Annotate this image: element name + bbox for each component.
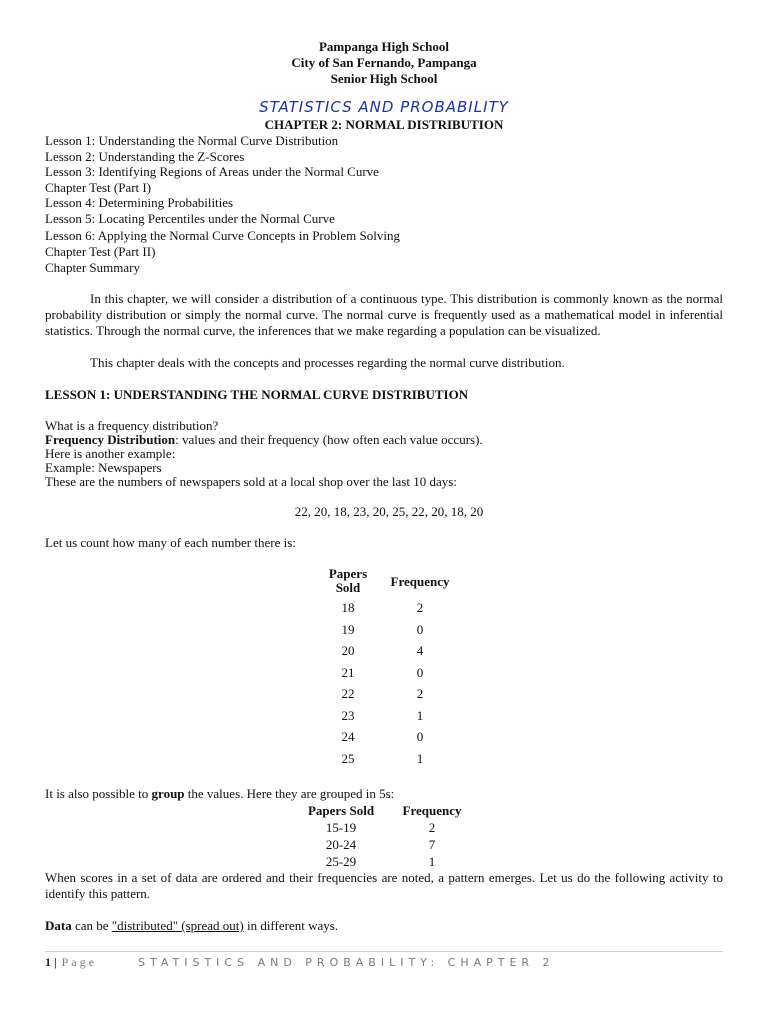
frequency-cell: 2 <box>416 686 424 701</box>
school-level: Senior High School <box>330 71 438 86</box>
table-header-frequency: Frequency <box>390 574 450 589</box>
frequency-cell: 1 <box>416 707 424 723</box>
table-header-papers-sold <box>318 567 378 595</box>
data-post: in different ways. <box>243 918 339 933</box>
papers-sold-cell: 18 <box>341 600 355 615</box>
lesson-item: Lesson 1: Understanding the Normal Curve Distribution <box>45 133 339 148</box>
numbers-list: 22, 20, 18, 23, 20, 25, 22, 20, 18, 20 <box>294 504 484 519</box>
group-pre: It is also possible to <box>45 786 152 801</box>
lesson-item: Lesson 6: Applying the Normal Curve Concepts in Problem Solving <box>45 228 400 243</box>
school-name: Pampanga High School <box>318 39 450 54</box>
papers-sold-cell: 23 <box>341 707 355 723</box>
page-number: 1 <box>45 955 51 969</box>
lesson-item: Lesson 3: Identifying Regions of Areas under the Normal Curve <box>45 164 379 179</box>
papers-sold-cell: 21 <box>341 664 355 680</box>
lesson1-heading: LESSON 1: UNDERSTANDING THE NORMAL CURVE DISTRIBUTION <box>45 387 469 402</box>
pattern-paragraph: When scores in a set of data are ordered and their frequencies are noted, a pattern emerges. Let us do the following activity to identify this pattern. <box>45 870 723 901</box>
papers-sold-cell: 22 <box>341 686 355 701</box>
footer-rule <box>45 951 723 952</box>
question-text: What is a frequency distribution? <box>45 418 219 433</box>
definition-text: : values and their frequency (how often each value occurs). <box>175 432 483 447</box>
frequency-cell: 7 <box>428 837 436 852</box>
group-post: the values. Here they are grouped in 5s: <box>184 786 395 801</box>
group-intro <box>45 786 394 802</box>
group-word: group <box>151 786 185 801</box>
chapter-title: CHAPTER 2: NORMAL DISTRIBUTION <box>264 117 504 132</box>
lesson-item: Chapter Test (Part I) <box>45 180 152 195</box>
count-intro: Let us count how many of each number there is: <box>45 535 296 550</box>
table-header-papers-sold: Papers Sold <box>307 803 375 818</box>
lesson-item: Lesson 4: Determining Probabilities <box>45 195 234 210</box>
lesson-item: Chapter Test (Part II) <box>45 244 156 259</box>
page-label: Page <box>61 955 97 969</box>
school-city: City of San Fernando, Pampanga <box>291 55 477 70</box>
definition-term: Frequency Distribution <box>45 432 176 447</box>
footer-chapter-label: STATISTICS AND PROBABILITY: CHAPTER 2 <box>137 956 555 969</box>
data-term: Data <box>45 918 72 933</box>
frequency-cell: 2 <box>416 600 424 615</box>
papers-range-cell: 25-29 <box>325 854 357 869</box>
numbers-intro: These are the numbers of newspapers sold at a local shop over the last 10 days: <box>45 474 457 489</box>
papers-range-cell: 20-24 <box>325 837 357 852</box>
example-label: Example: Newspapers <box>45 460 162 475</box>
lesson-item: Lesson 2: Understanding the Z-Scores <box>45 149 245 164</box>
header-line: Sold <box>335 580 361 595</box>
frequency-cell: 1 <box>416 750 424 766</box>
intro-paragraph-2: This chapter deals with the concepts and processes regarding the normal curve distribution. <box>90 355 565 370</box>
papers-range-cell: 15-19 <box>325 820 357 835</box>
frequency-cell: 4 <box>416 643 424 658</box>
papers-sold-cell: 19 <box>341 621 355 637</box>
papers-sold-cell: 24 <box>341 729 355 744</box>
frequency-cell: 0 <box>416 621 424 637</box>
frequency-cell: 1 <box>428 854 436 869</box>
papers-sold-cell: 25 <box>341 750 355 766</box>
frequency-cell: 0 <box>416 729 424 744</box>
page-footer <box>45 955 555 970</box>
papers-sold-cell: 20 <box>341 643 355 658</box>
data-underlined: "distributed" (spread out) <box>111 918 244 933</box>
data-mid: can be <box>71 918 112 933</box>
lesson-item: Chapter Summary <box>45 260 140 275</box>
header-line: Papers <box>328 566 368 581</box>
footer-separator: | <box>54 955 57 969</box>
frequency-cell: 0 <box>416 664 424 680</box>
another-example: Here is another example: <box>45 446 176 461</box>
data-line <box>45 918 338 934</box>
intro-paragraph: In this chapter, we will consider a distribution of a continuous type. This distribution is commonly known as the normal probability distribution or simply the normal curve. The normal curve is frequently used as a mathematical model in inferential statistics. Through the normal curve, the inferences that we make regarding a population can be visualized. <box>45 291 723 338</box>
subject-title: STATISTICS AND PROBABILITY <box>259 98 509 116</box>
frequency-cell: 2 <box>428 820 436 835</box>
table-header-frequency: Frequency <box>402 803 462 818</box>
lesson-item: Lesson 5: Locating Percentiles under the Normal Curve <box>45 211 335 226</box>
